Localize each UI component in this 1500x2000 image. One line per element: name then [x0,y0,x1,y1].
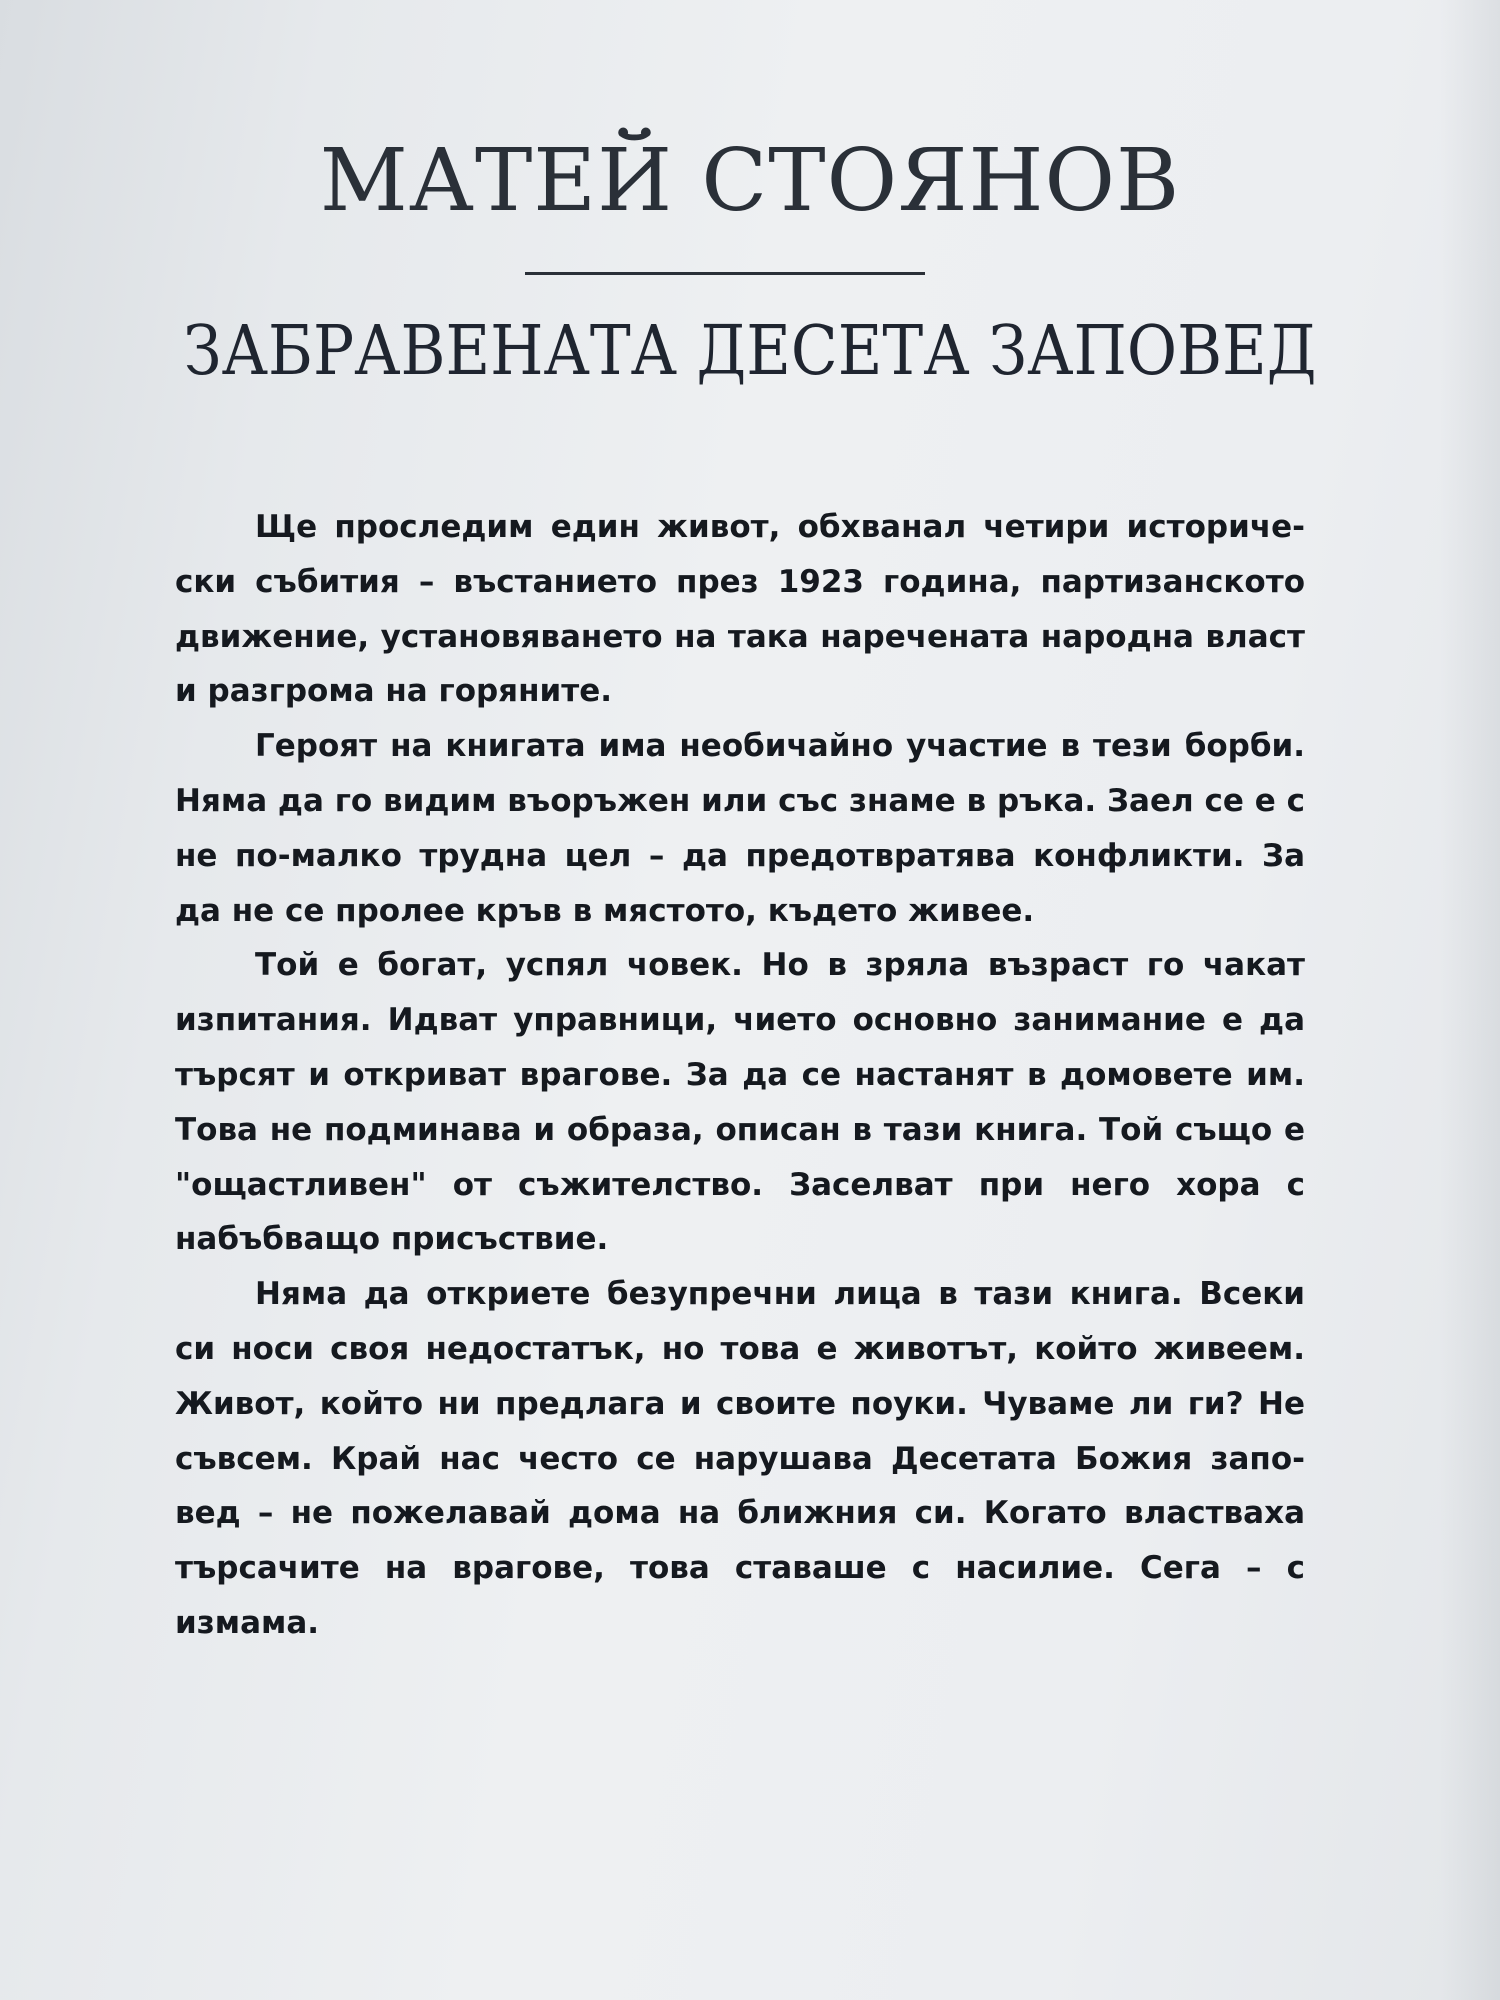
title-divider [525,272,925,275]
author-name: МАТЕЙ СТОЯНОВ [319,131,1181,231]
paragraph-3: Той е богат, успял човек. Но в зряла възраст го чакат изпитания. Идват управници, чието основно занимание е да търсят и откриват врагове. За да се настанят в домовете им. Това не подминава и образа, описан в тази книга. Той също е "ощастливен" от съжителство. Заселват при него хора с набъбващо присъствие. [175,947,1305,1258]
page-edge-shadow [1440,0,1500,2000]
paragraph-1: Ще проследим един живот, обхванал четири историче-ски събития – въстанието през 1923 година, партизанското движение, установяването на така наречената народна власт и разгрома на горяните. [175,509,1305,710]
annotation-text [175,500,1305,1651]
paragraph-4: Няма да откриете безупречни лица в тази книга. Всеки си носи своя недостатък, но това е животът, който живеем. Живот, който ни предлага и своите поуки. Чуваме ли ги? Не съвсем. Край нас често се нарушава Десетата Божия запо-вед – не пожелавай дома на ближния си. Когато властваха търсачите на врагове, това ставаше с насилие. Сега – с измама. [175,1276,1305,1641]
book-title: ЗАБРАВЕНАТА ДЕСЕТА ЗАПОВЕД [183,312,1317,391]
paragraph-2: Героят на книгата има необичайно участие в тези борби. Няма да го видим въоръжен или със знаме в ръка. Заел се е с не по-малко трудна цел – да предотвратява конфликти. За да не се пролее кръв в мястото, където живее. [175,728,1305,929]
